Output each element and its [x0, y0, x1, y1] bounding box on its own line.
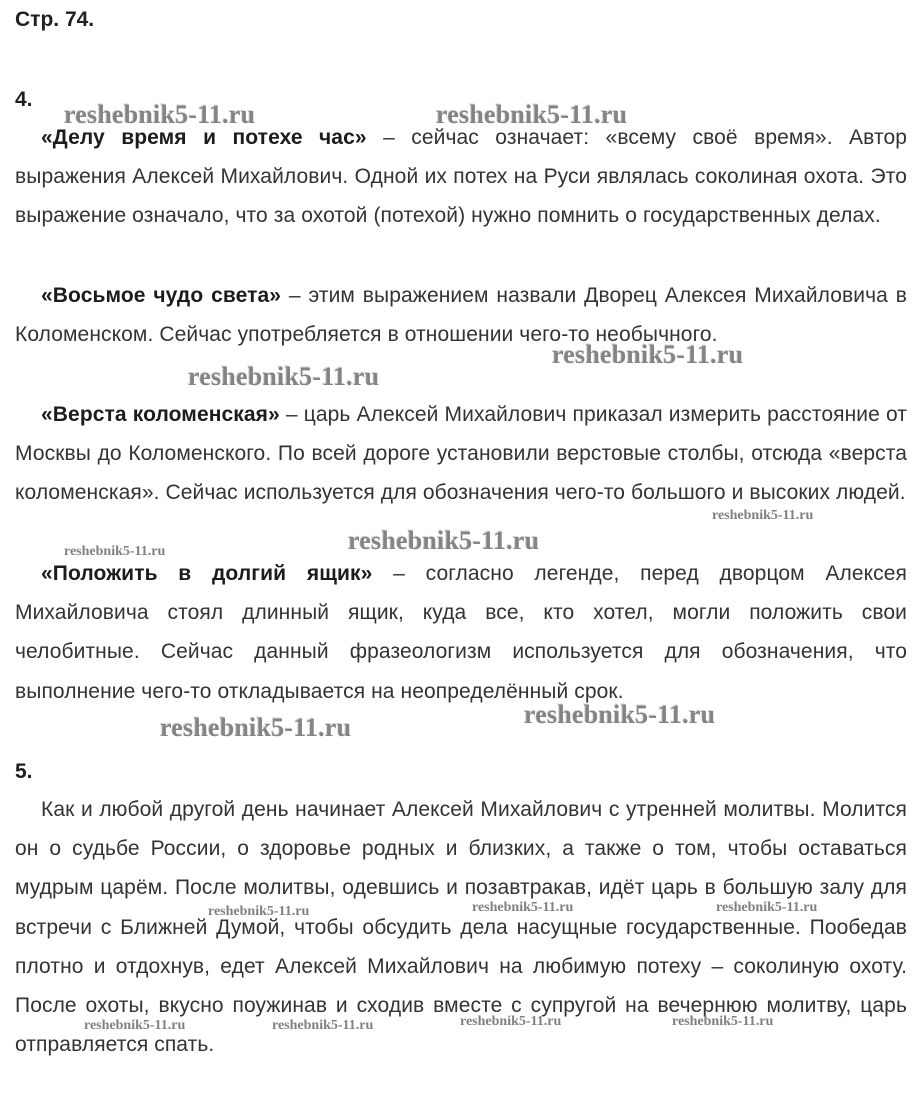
watermark: reshebnik5-11.ru: [436, 100, 628, 129]
phrase-explanation: – этим выражением назвали Дворец Алексея Михайловича в Коломенском. Сейчас употребляется в отношении чего-то необычного.: [15, 284, 908, 347]
phrase-explanation: – царь Алексей Михайлович приказал измерить расстояние от Москвы до Коломенского. По всей дороге установили верстовые столбы, отсюда «верста коломенская». Сейчас используется для обозначения чего-то большого и высоких людей.: [15, 403, 907, 505]
watermark: reshebnik5-11.ru: [272, 1018, 374, 1033]
watermark: reshebnik5-11.ru: [188, 362, 380, 391]
task-number-5: 5.: [15, 760, 33, 783]
watermark: reshebnik5-11.ru: [552, 340, 744, 369]
paragraph-phrase-4: [15, 554, 907, 711]
watermark: reshebnik5-11.ru: [524, 700, 716, 729]
phrase-term: «Верста коломенская»: [41, 403, 280, 426]
story-text: Как и любой другой день начинает Алексей Михайлович с утренней молитвы. Молится он о судьбе России, о здоровье родных и близких, а также о том, чтобы оставаться мудрым царём. После молитвы, одевшись и позавтракав, идёт царь в большую залу для встречи с Ближней Думой, чтобы обсудить дела насущные государственные. Пообедав плотно и отдохнув, едет Алексей Михайлович на любимую потеху – соколиную охоту. После охоты, вкусно поужинав и сходив вместе с супругой на вечернюю молитву, царь отправляется спать.: [15, 798, 907, 1057]
paragraph-story: [15, 790, 907, 1064]
watermark: reshebnik5-11.ru: [84, 1018, 186, 1033]
watermark: reshebnik5-11.ru: [64, 544, 166, 559]
watermark: reshebnik5-11.ru: [460, 1014, 562, 1029]
task-number-4: 4.: [15, 88, 33, 111]
watermark: reshebnik5-11.ru: [208, 904, 310, 919]
page-number-header: Стр. 74.: [15, 8, 95, 31]
watermark: reshebnik5-11.ru: [716, 900, 818, 915]
phrase-explanation: – сейчас означает: «всему своё время». Автор выражения Алексей Михайлович. Одной их потех на Руси являлась соколиная охота. Это выражение означало, что за охотой (потехой) нужно помнить о государственных делах.: [15, 126, 907, 228]
phrase-term: «Положить в долгий ящик»: [41, 562, 373, 585]
paragraph-phrase-3: [15, 395, 907, 513]
phrase-term: «Восьмое чудо света»: [41, 284, 282, 307]
watermark: reshebnik5-11.ru: [672, 1014, 774, 1029]
watermark: reshebnik5-11.ru: [348, 526, 540, 555]
phrase-term: «Делу время и потехе час»: [41, 126, 367, 149]
watermark: reshebnik5-11.ru: [160, 713, 352, 742]
paragraph-phrase-2: [15, 276, 907, 354]
watermark: reshebnik5-11.ru: [712, 508, 814, 523]
paragraph-phrase-1: [15, 118, 907, 236]
watermark: reshebnik5-11.ru: [472, 900, 574, 915]
watermark: reshebnik5-11.ru: [64, 100, 256, 129]
phrase-explanation: – согласно легенде, перед дворцом Алексея Михайловича стоял длинный ящик, куда все, кто хотел, могли положить свои челобитные. Сейчас данный фразеологизм используется для обозначения, что выполнение чего-то откладывается на неопределённый срок.: [15, 562, 907, 703]
